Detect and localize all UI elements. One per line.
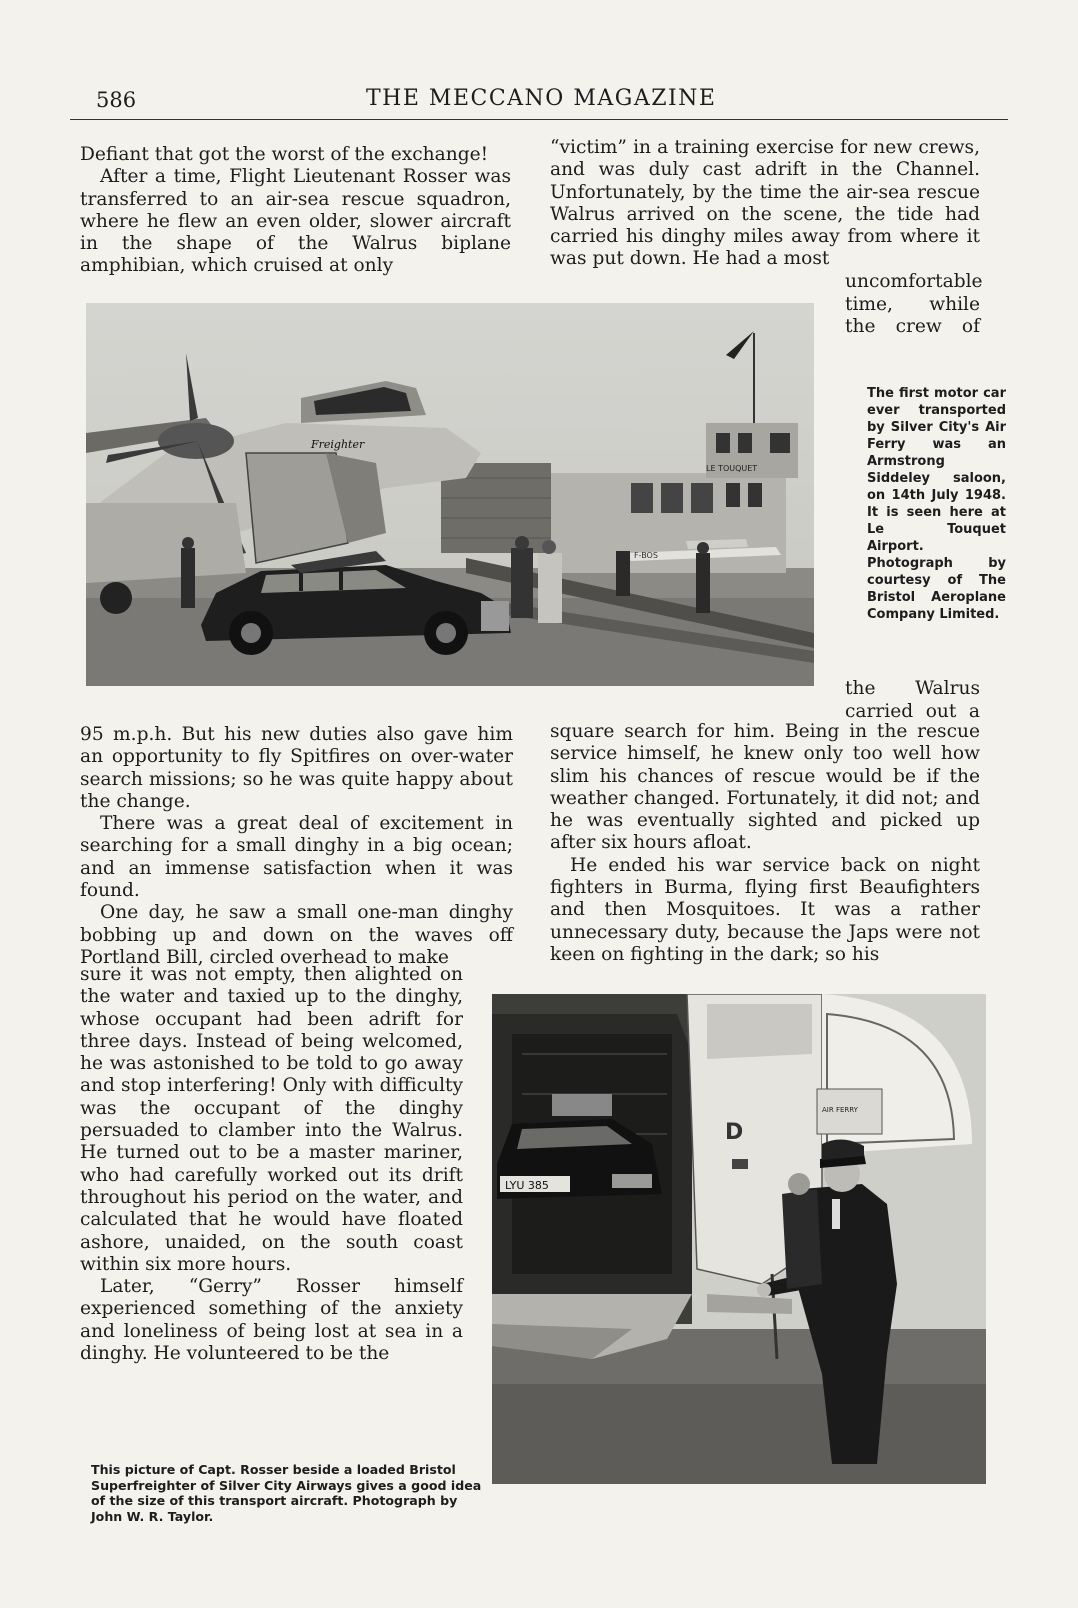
sign-text: AIR FERRY	[822, 1106, 858, 1114]
col2-top-text	[550, 137, 980, 271]
caption-top-photo: The first motor car ever transported by Silver City's Air Ferry was an Armstrong Siddeley saloon, on 14th July 1948. It is seen here at Le Touquet Airport. Photograph by courtesy of The Bristol Aeroplane Company Limited.	[867, 386, 1006, 622]
small-plane-registration: F-BOS	[634, 551, 658, 560]
photo-top-illustration	[86, 303, 814, 686]
paragraph: the Walrus carried out a	[845, 678, 980, 722]
paragraph: “victim” in a training exercise for new crews, and was duly cast adrift in the Channel. Unfortunately, by the time the air-sea rescue Walrus arrived on the scene, the tide had carried his dinghy miles away from where it was put down. He had a most	[550, 137, 980, 270]
door-letter: D	[725, 1120, 744, 1145]
col2-bottom-text	[550, 721, 980, 966]
col1-top-text	[80, 144, 511, 278]
page-number: 586	[96, 88, 137, 112]
paragraph: sure it was not empty, then alighted on the water and taxied up to the dinghy, whose occupant had been adrift for three days. Instead of being welcomed, he was astonished to be told to go away and stop interfering! Only with difficulty was the occupant of the dinghy persuaded to clamber into the Walrus. He turned out to be a master mariner, who had carefully worked out its drift throughout his period on the water, and calculated that he would have floated ashore, unaided, on the south coast within six more hours.	[80, 964, 463, 1275]
photo-bottom-illustration	[492, 994, 986, 1484]
photo-captain-and-freighter	[492, 994, 986, 1484]
paragraph: uncomfortable time, while the crew of	[845, 271, 983, 337]
paragraph: Defiant that got the worst of the exchange!	[80, 144, 489, 165]
magazine-title: THE MECCANO MAGAZINE	[366, 86, 717, 111]
header-rule	[70, 119, 1008, 120]
paragraph: After a time, Flight Lieutenant Rosser was transferred to an air-sea rescue squadron, where he flew an even older, slower aircraft in the shape of the Walrus biplane amphibian, which cruised at only	[80, 166, 511, 277]
tower-text: LE TOUQUET	[706, 464, 758, 473]
aircraft-lettering: Freighter	[311, 438, 365, 451]
paragraph: One day, he saw a small one-man dinghy bobbing up and down on the waves off Portland Bill, circled overhead to make	[80, 902, 513, 968]
car-plate: LYU 385	[505, 1179, 549, 1192]
paragraph: He ended his war service back on night fighters in Burma, flying first Beaufighters and then Mosquitoes. It was a rather unnecessary duty, because the Japs were not keen on fighting in the dark; so his	[550, 854, 980, 965]
photo-car-loading-freighter	[86, 303, 814, 686]
col2-narrow-text	[845, 271, 983, 339]
paragraph: square search for him. Being in the rescue service himself, he knew only too well how slim his chances of rescue would be if the weather changed. Fortunately, it did not; and he was eventually sighted and picked up after six hours afloat.	[550, 721, 980, 854]
caption-bottom-photo: This picture of Capt. Rosser beside a loaded Bristol Superfreighter of Silver City Airways gives a good idea of the size of this transport aircraft. Photograph by John W. R. Taylor.	[91, 1462, 482, 1524]
paragraph: There was a great deal of excitement in searching for a small dinghy in a big ocean; and an immense satisfaction when it was found.	[80, 813, 513, 902]
paragraph: Later, “Gerry” Rosser himself experienced something of the anxiety and loneliness of being lost at sea in a dinghy. He volunteered to be the	[80, 1276, 463, 1365]
col1-mid-text	[80, 724, 513, 969]
paragraph: 95 m.p.h. But his new duties also gave him an opportunity to fly Spitfires on over-water search missions; so he was quite happy about the change.	[80, 724, 513, 812]
col1-bottom-text	[80, 964, 463, 1365]
col2-narrow-continue	[845, 678, 980, 723]
